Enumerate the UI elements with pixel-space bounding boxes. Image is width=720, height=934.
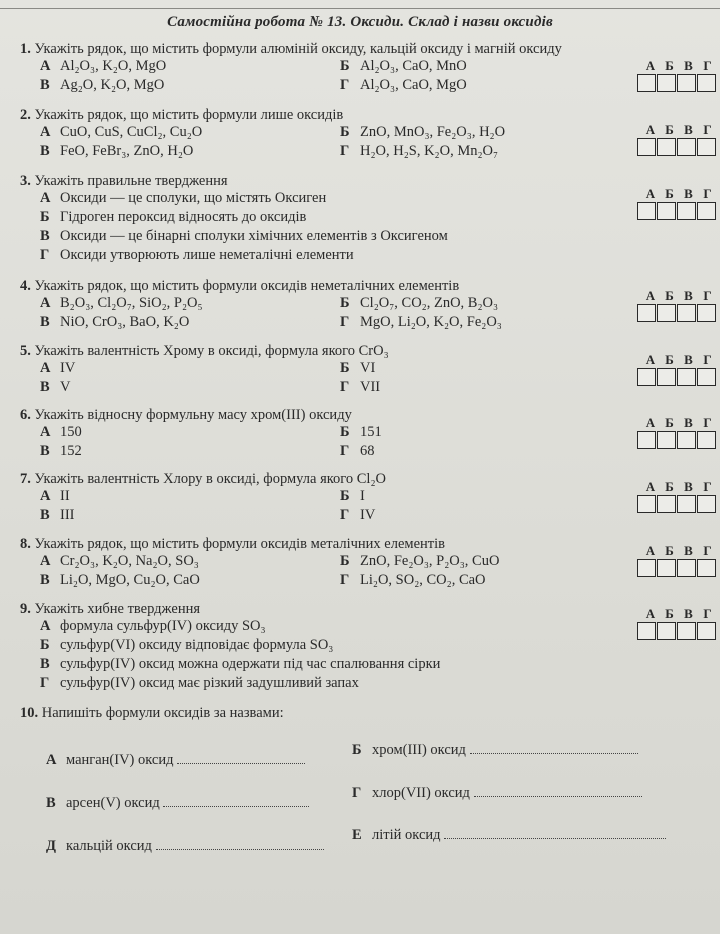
option-b: Б Гідроген пероксид відносять до оксидів bbox=[40, 209, 307, 225]
option-a: А CuO, CuS, CuCl₂, Cu₂O bbox=[40, 124, 203, 140]
question-10 bbox=[20, 705, 710, 722]
question-text: Укажіть правильне твердження bbox=[34, 173, 228, 189]
option-c: В III bbox=[40, 507, 75, 523]
answer-line[interactable] bbox=[156, 837, 324, 850]
answer-box[interactable] bbox=[637, 202, 656, 220]
answer-box[interactable] bbox=[697, 304, 716, 322]
answer-grid-2: А Б В Г bbox=[637, 122, 720, 156]
fill-item-e: Д кальцій оксид bbox=[46, 837, 324, 855]
answer-grid-8: А Б В Г bbox=[637, 543, 720, 577]
answer-line[interactable] bbox=[470, 741, 638, 754]
question-text: Напишіть формули оксидів за назвами: bbox=[41, 705, 284, 721]
question-text: Укажіть хибне твердження bbox=[34, 601, 201, 617]
question-text: Укажіть відносну формульну масу хром(III) оксиду bbox=[34, 407, 352, 423]
answer-box[interactable] bbox=[697, 74, 716, 92]
question-number: 3. bbox=[20, 173, 31, 189]
option-c: В Оксиди — це бінарні сполуки хімічних елементів з Оксигеном bbox=[40, 228, 448, 244]
answer-box[interactable] bbox=[677, 138, 696, 156]
answer-line[interactable] bbox=[163, 794, 309, 807]
option-a: А Cr₂O₃, K₂O, Na₂O, SO₃ bbox=[40, 553, 199, 569]
question-5 bbox=[20, 343, 710, 398]
answer-grid-5: А Б В Г bbox=[637, 352, 720, 386]
option-d: Г VII bbox=[340, 379, 381, 395]
answer-box[interactable] bbox=[637, 622, 656, 640]
question-text: Укажіть валентність Хлору в оксиді, формула якого Cl₂O bbox=[34, 471, 386, 487]
option-a: А 150 bbox=[40, 424, 82, 440]
answer-box[interactable] bbox=[657, 74, 676, 92]
option-b: Б VI bbox=[340, 360, 376, 376]
question-text: Укажіть рядок, що містить формули оксидів неметалічних елементів bbox=[34, 278, 460, 294]
option-a: А Оксиди — це сполуки, що містять Оксиген bbox=[40, 190, 327, 206]
answer-grid-9: А Б В Г bbox=[637, 606, 720, 640]
option-b: Б 151 bbox=[340, 424, 382, 440]
option-c: В Li₂O, MgO, Cu₂O, CaO bbox=[40, 572, 200, 588]
question-number: 4. bbox=[20, 278, 31, 294]
option-d: Г H₂O, H₂S, K₂O, Mn₂O₇ bbox=[340, 143, 499, 159]
option-c: В 152 bbox=[40, 443, 82, 459]
question-number: 7. bbox=[20, 471, 31, 487]
question-text: Укажіть рядок, що містить формули оксидів металічних елементів bbox=[34, 536, 445, 552]
option-b: Б Cl₂O₇, CO₂, ZnO, B₂O₃ bbox=[340, 295, 499, 311]
answer-box[interactable] bbox=[637, 304, 656, 322]
option-b: Б Al₂O₃, CaO, MnO bbox=[340, 58, 467, 74]
answer-box[interactable] bbox=[637, 431, 656, 449]
question-number: 2. bbox=[20, 107, 31, 123]
question-7 bbox=[20, 471, 710, 526]
question-3 bbox=[20, 173, 710, 266]
answer-box[interactable] bbox=[677, 202, 696, 220]
fill-item-d: Г хлор(VII) оксид bbox=[352, 784, 642, 802]
question-6 bbox=[20, 407, 710, 462]
option-a: А II bbox=[40, 488, 70, 504]
option-d: Г IV bbox=[340, 507, 376, 523]
answer-box[interactable] bbox=[657, 559, 676, 577]
answer-grid-4: А Б В Г bbox=[637, 288, 720, 322]
page-title: Самостійна робота № 13. Оксиди. Склад і назви оксидів bbox=[167, 14, 553, 30]
option-d: Г Оксиди утворюють лише неметалічні елементи bbox=[40, 247, 354, 263]
option-b: Б сульфур(VI) оксиду відповідає формула SO₃ bbox=[40, 637, 334, 653]
answer-box[interactable] bbox=[657, 495, 676, 513]
answer-box[interactable] bbox=[657, 431, 676, 449]
question-number: 5. bbox=[20, 343, 31, 359]
option-b: Б ZnO, Fe₂O₃, P₂O₃, CuO bbox=[340, 553, 500, 569]
answer-box[interactable] bbox=[677, 559, 696, 577]
question-number: 10. bbox=[20, 705, 39, 721]
answer-line[interactable] bbox=[444, 826, 666, 839]
answer-box[interactable] bbox=[697, 138, 716, 156]
answer-box[interactable] bbox=[697, 431, 716, 449]
answer-grid-6: А Б В Г bbox=[637, 415, 720, 449]
answer-box[interactable] bbox=[657, 368, 676, 386]
answer-box[interactable] bbox=[677, 74, 696, 92]
option-d: Г MgO, Li₂O, K₂O, Fe₂O₃ bbox=[340, 314, 502, 330]
answer-box[interactable] bbox=[697, 559, 716, 577]
option-c: В Ag₂O, K₂O, MgO bbox=[40, 77, 165, 93]
question-1 bbox=[20, 41, 710, 96]
question-number: 6. bbox=[20, 407, 31, 423]
question-number: 9. bbox=[20, 601, 31, 617]
option-c: В сульфур(IV) оксид можна одержати під час спалювання сірки bbox=[40, 656, 441, 672]
option-d: Г Al₂O₃, CaO, MgO bbox=[340, 77, 467, 93]
option-a: А IV bbox=[40, 360, 76, 376]
question-text: Укажіть рядок, що містить формули алюміній оксиду, кальцій оксиду і магній оксиду bbox=[34, 41, 562, 57]
answer-box[interactable] bbox=[637, 559, 656, 577]
fill-item-f: Е літій оксид bbox=[352, 826, 666, 844]
question-text: Укажіть валентність Хрому в оксиді, формула якого CrO₃ bbox=[34, 343, 389, 359]
question-2 bbox=[20, 107, 710, 162]
answer-box[interactable] bbox=[677, 431, 696, 449]
question-8 bbox=[20, 536, 710, 591]
question-4 bbox=[20, 278, 710, 333]
top-border bbox=[0, 0, 720, 9]
option-b: Б ZnO, MnO₃, Fe₂O₃, H₂O bbox=[340, 124, 506, 140]
option-a: А B₂O₃, Cl₂O₇, SiO₂, P₂O₅ bbox=[40, 295, 203, 311]
fill-item-c: В арсен(V) оксид bbox=[46, 794, 309, 812]
answer-box[interactable] bbox=[657, 304, 676, 322]
answer-box[interactable] bbox=[637, 368, 656, 386]
answer-box[interactable] bbox=[697, 202, 716, 220]
answer-box[interactable] bbox=[637, 495, 656, 513]
answer-line[interactable] bbox=[177, 751, 305, 764]
option-c: В V bbox=[40, 379, 71, 395]
fill-item-a: А манган(IV) оксид bbox=[46, 751, 305, 769]
answer-box[interactable] bbox=[677, 622, 696, 640]
answer-box[interactable] bbox=[657, 138, 676, 156]
question-number: 8. bbox=[20, 536, 31, 552]
answer-box[interactable] bbox=[677, 304, 696, 322]
answer-box[interactable] bbox=[657, 202, 676, 220]
answer-box[interactable] bbox=[637, 138, 656, 156]
answer-box[interactable] bbox=[697, 368, 716, 386]
option-c: В FeO, FeBr₃, ZnO, H₂O bbox=[40, 143, 194, 159]
option-a: А Al₂O₃, K₂O, MgO bbox=[40, 58, 167, 74]
option-d: Г Li₂O, SO₂, CO₂, CaO bbox=[340, 572, 486, 588]
option-b: Б I bbox=[340, 488, 365, 504]
question-text: Укажіть рядок, що містить формули лише оксидів bbox=[34, 107, 344, 123]
option-d: Г 68 bbox=[340, 443, 375, 459]
answer-grid-1: А Б В Г bbox=[637, 58, 720, 92]
answer-line[interactable] bbox=[474, 784, 642, 797]
option-a: А формула сульфур(IV) оксиду SO₃ bbox=[40, 618, 266, 634]
answer-box[interactable] bbox=[697, 495, 716, 513]
answer-box[interactable] bbox=[677, 368, 696, 386]
answer-box[interactable] bbox=[697, 622, 716, 640]
fill-item-b: Б хром(III) оксид bbox=[352, 741, 638, 759]
answer-grid-7: А Б В Г bbox=[637, 479, 720, 513]
option-d: Г сульфур(IV) оксид має різкий задушливий запах bbox=[40, 675, 359, 691]
question-number: 1. bbox=[20, 41, 31, 57]
option-c: В NiO, CrO₃, BaO, K₂O bbox=[40, 314, 190, 330]
answer-grid-3: А Б В Г bbox=[637, 186, 720, 220]
answer-box[interactable] bbox=[637, 74, 656, 92]
question-9 bbox=[20, 601, 710, 694]
answer-box[interactable] bbox=[677, 495, 696, 513]
answer-box[interactable] bbox=[657, 622, 676, 640]
